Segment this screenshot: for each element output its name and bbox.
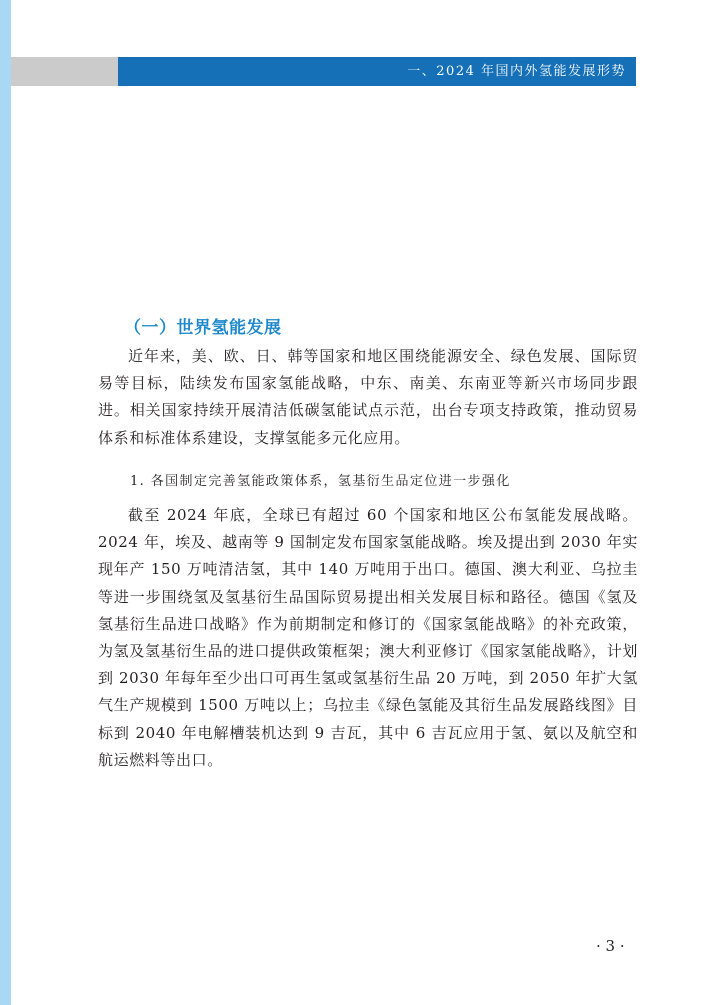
chapter-header-bar	[118, 57, 636, 86]
intro-paragraph: 近年来，美、欧、日、韩等国家和地区围绕能源安全、绿色发展、国际贸易等目标，陆续发布国家氢能战略，中东、南美、东南亚等新兴市场同步跟进。相关国家持续开展清洁低碳氢能试点示范，出台专项支持政策，推动贸易体系和标准体系建设，支撑氢能多元化应用。	[98, 347, 638, 447]
section-heading: （一）世界氢能发展	[124, 318, 282, 338]
page-number: · 3 ·	[596, 937, 625, 955]
chapter-title: 一、2024 年国内外氢能发展形势	[407, 64, 626, 79]
body-paragraph: 截至 2024 年底，全球已有超过 60 个国家和地区公布氢能发展战略。2024 年，埃及、越南等 9 国制定发布国家氢能战略。埃及提出到 2030 年实现年产 150 万吨清洁氢，其中 140 万吨用于出口。德国、澳大利亚、乌拉圭等进一步围绕氢及氢基衍生品国际贸易提出相关发展目标和路径。德国《氢及氢基衍生品进口战略》作为前期制定和修订的《国家氢能战略》的补充政策，为氢及氢基衍生品的进口提供政策框架；澳大利亚修订《国家氢能战略》，计划到 2030 年每年至少出口可再生氢或氢基衍生品 20 万吨，到 2050 年扩大氢气生产规模到 1500 万吨以上；乌拉圭《绿色氢能及其衍生品发展路线图》目标到 2040 年电解槽装机达到 9 吉瓦，其中 6 吉瓦应用于氢、氨以及航空和航运燃料等出口。	[98, 506, 638, 769]
header-gray-block	[11, 57, 118, 86]
subsection-heading: 1. 各国制定完善氢能政策体系，氢基衍生品定位进一步强化	[130, 474, 511, 489]
side-decoration-bar	[0, 0, 11, 1005]
